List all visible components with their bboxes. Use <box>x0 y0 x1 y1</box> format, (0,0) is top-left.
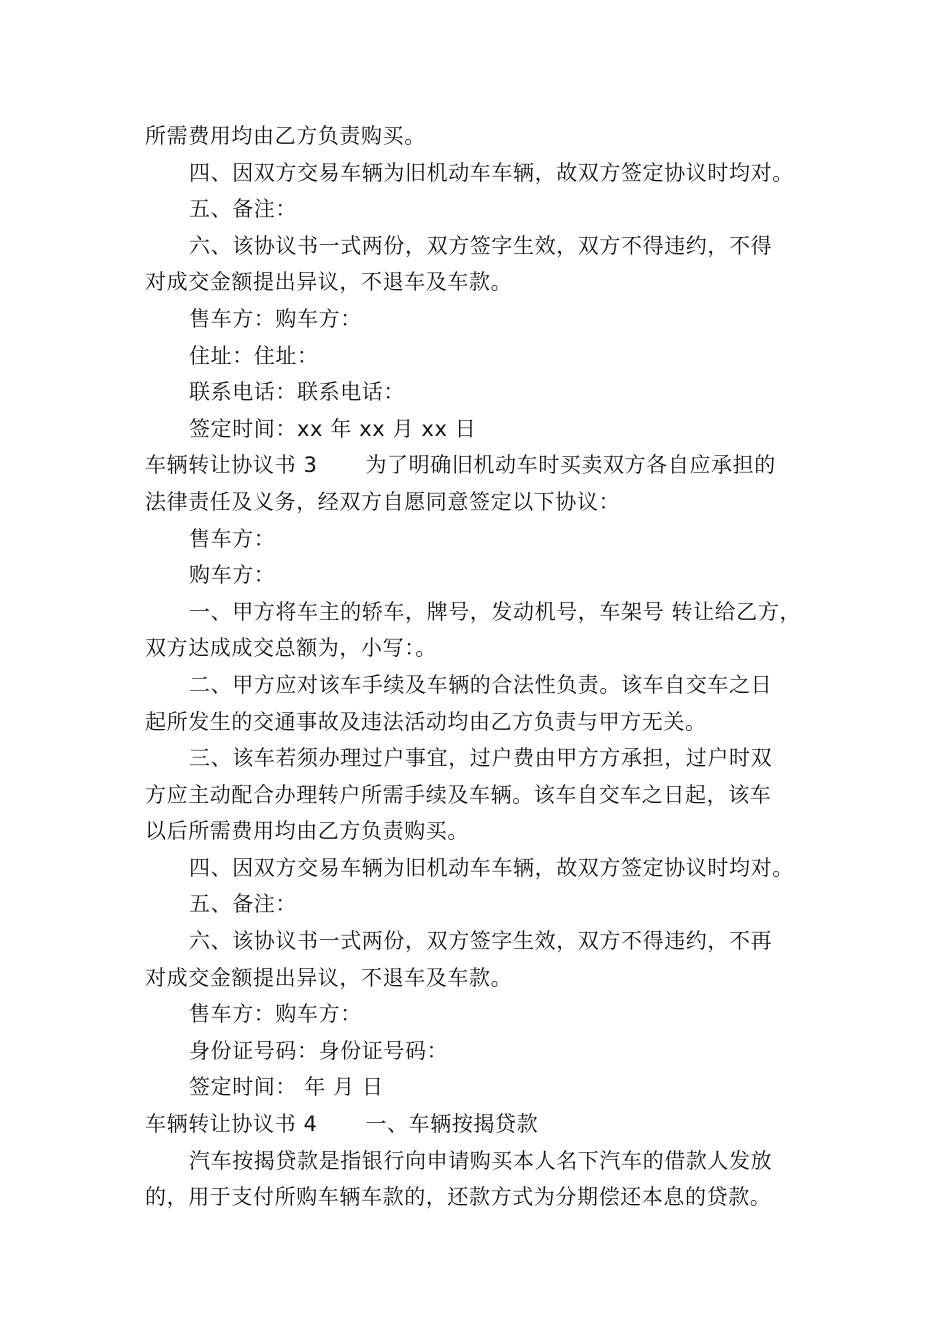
paragraph-line <box>145 155 810 192</box>
paragraph-line <box>145 960 810 997</box>
line-text: 的，用于支付所购车辆车款的，还款方式为分期偿还本息的贷款。 <box>145 1185 772 1210</box>
paragraph-line <box>145 118 810 155</box>
line-text: 对成交金额提出异议，不退车及车款。 <box>145 270 513 295</box>
paragraph-line <box>145 813 810 850</box>
paragraph-line <box>145 264 810 301</box>
paragraph-line <box>145 228 810 265</box>
line-text: 方应主动配合办理转户所需手续及车辆。该车自交车之日起，该车 <box>145 782 772 807</box>
line-text: 对成交金额提出异议，不退车及车款。 <box>145 965 513 990</box>
paragraph-line <box>145 484 810 521</box>
line-text: 以后所需费用均由乙方负责购买。 <box>145 819 469 844</box>
line-text: 所需费用均由乙方负责购买。 <box>145 124 426 148</box>
paragraph-line <box>145 886 810 923</box>
line-text: 四、因双方交易车辆为旧机动车车辆，故双方签定协议时均对。 <box>189 160 794 185</box>
line-text: 售车方：购车方： <box>189 1002 362 1027</box>
paragraph-line <box>145 923 810 960</box>
line-text: 一、车辆按揭贷款 <box>365 1112 539 1137</box>
paragraph-line <box>145 1179 810 1216</box>
line-text: 联系电话：联系电话： <box>189 380 405 405</box>
paragraph-line <box>145 740 810 777</box>
line-text: 一、甲方将车主的轿车，牌号，发动机号，车架号 转让给乙方， <box>189 599 802 624</box>
line-text: 五、备注： <box>189 197 297 222</box>
paragraph-line <box>145 667 810 704</box>
paragraph-line <box>145 777 810 814</box>
paragraph-line <box>145 411 810 448</box>
paragraph-line <box>145 521 810 558</box>
paragraph-line <box>145 1069 810 1106</box>
line-text: 法律责任及义务，经双方自愿同意签定以下协议： <box>145 489 621 514</box>
section-title: 车辆转让协议书 3 <box>145 453 318 478</box>
paragraph-line <box>145 191 810 228</box>
line-text: 售车方： <box>189 526 276 551</box>
paragraph-line <box>145 630 810 667</box>
line-text: 签定时间：xx 年 xx 月 xx 日 <box>189 416 477 441</box>
document-body <box>145 118 810 1216</box>
paragraph-line <box>145 338 810 375</box>
line-text: 四、因双方交易车辆为旧机动车车辆，故双方签定协议时均对。 <box>189 855 794 880</box>
line-text: 二、甲方应对该车手续及车辆的合法性负责。该车自交车之日 <box>189 672 773 697</box>
paragraph-line <box>145 374 810 411</box>
section-heading-line <box>145 447 810 484</box>
line-text: 五、备注： <box>189 892 297 917</box>
paragraph-line <box>145 996 810 1033</box>
line-text: 六、该协议书一式两份，双方签字生效，双方不得违约，不再 <box>189 929 773 954</box>
line-text: 汽车按揭贷款是指银行向申请购买本人名下汽车的借款人发放 <box>189 1148 773 1173</box>
line-text: 身份证号码：身份证号码： <box>189 1038 449 1063</box>
section-heading-line <box>145 1106 810 1143</box>
line-text: 住址：住址： <box>189 343 319 368</box>
line-text: 签定时间： 年 月 日 <box>189 1075 384 1100</box>
line-text: 六、该协议书一式两份，双方签字生效，双方不得违约，不得 <box>189 233 773 258</box>
paragraph-line <box>145 301 810 338</box>
paragraph-line <box>145 704 810 741</box>
paragraph-line <box>145 1143 810 1180</box>
paragraph-line <box>145 1033 810 1070</box>
line-text: 购车方： <box>189 563 276 588</box>
paragraph-line <box>145 557 810 594</box>
line-text: 为了明确旧机动车时买卖双方各自应承担的 <box>365 453 776 478</box>
paragraph-line <box>145 850 810 887</box>
paragraph-line <box>145 594 810 631</box>
section-title: 车辆转让协议书 4 <box>145 1112 318 1137</box>
line-text: 双方达成成交总额为，小写：。 <box>145 636 437 661</box>
line-text: 售车方：购车方： <box>189 306 362 331</box>
line-text: 起所发生的交通事故及违法活动均由乙方负责与甲方无关。 <box>145 709 707 734</box>
line-text: 三、该车若须办理过户事宜，过户费由甲方方承担，过户时双 <box>189 746 773 771</box>
